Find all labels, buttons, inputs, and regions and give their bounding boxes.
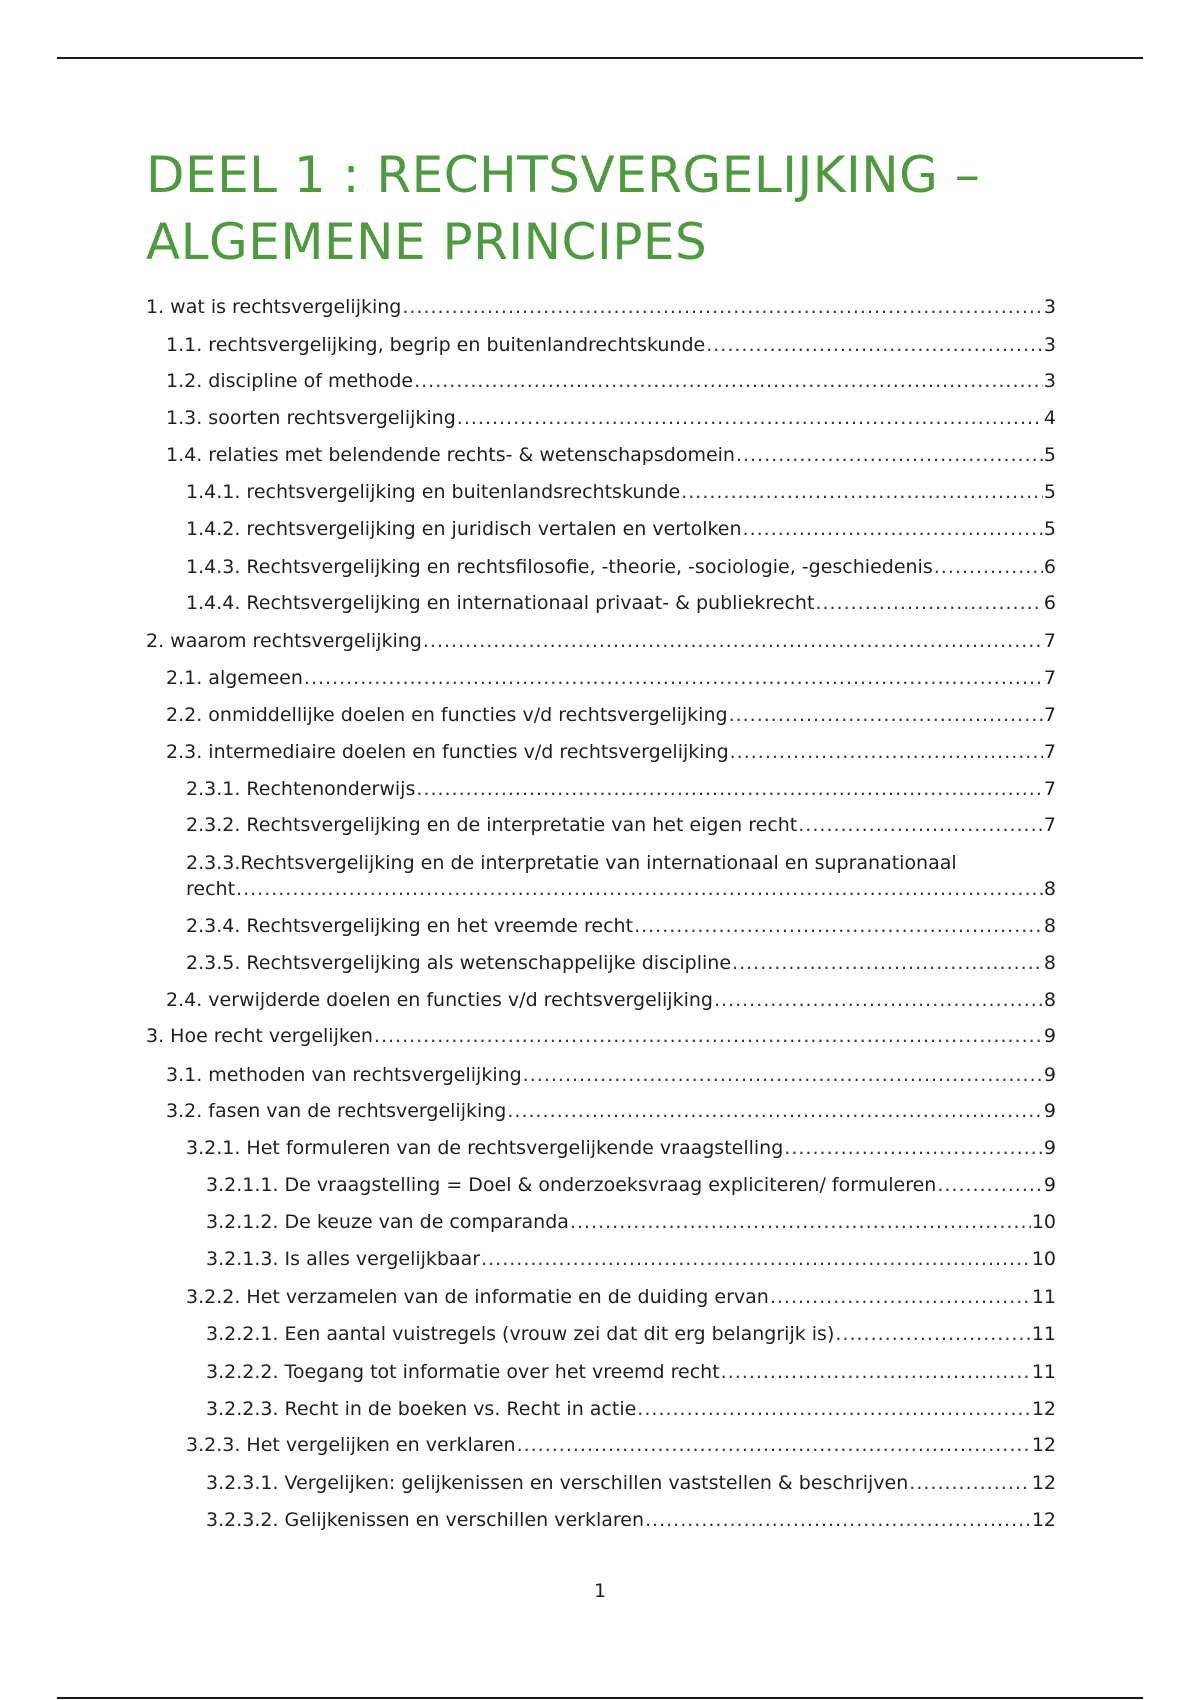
toc-entry-label: 3.2.2.1. Een aantal vuistregels (vrouw zei dat dit erg belangrijk is) — [206, 1323, 835, 1345]
toc-entry-page: 3 — [1043, 296, 1056, 318]
toc-entry-page: 3 — [1043, 370, 1056, 392]
toc-entry[interactable] — [186, 913, 1056, 939]
toc-entry[interactable] — [186, 516, 1056, 542]
toc-entry-page: 9 — [1043, 1174, 1056, 1196]
toc-entry[interactable] — [206, 1172, 1056, 1198]
toc-entry[interactable] — [166, 702, 1056, 728]
toc-entry[interactable] — [206, 1209, 1056, 1235]
toc-entry-label: 3.2.1.1. De vraagstelling = Doel & onderzoeksvraag expliciteren/ formuleren — [206, 1174, 937, 1196]
toc-entry-label: 1.4.3. Rechtsvergelijking en rechtsfilosofie, -theorie, -sociologie, -geschiedenis — [186, 556, 933, 578]
toc-entry-label: 2.3.3.Rechtsvergelijking en de interpretatie van internationaal en supranationaal — [186, 852, 957, 874]
toc-entry-label: 1. wat is rechtsvergelijking — [146, 296, 402, 318]
toc-entry-label-continued: recht — [186, 878, 236, 900]
toc-entry-page: 7 — [1043, 704, 1056, 726]
toc-entry-page: 7 — [1043, 630, 1056, 652]
toc-entry[interactable] — [206, 1470, 1056, 1496]
toc-entry-page: 4 — [1043, 407, 1056, 429]
toc-entry[interactable] — [186, 850, 1056, 902]
toc-entry-page: 5 — [1043, 444, 1056, 466]
toc-entry[interactable] — [206, 1396, 1056, 1422]
toc-entry-page: 7 — [1043, 778, 1056, 800]
toc-entry-page: 7 — [1043, 814, 1056, 836]
toc-entry[interactable] — [166, 1062, 1056, 1088]
title-line-1: DEEL 1 : RECHTSVERGELIJKING – — [146, 146, 981, 204]
toc-entry[interactable] — [186, 1284, 1056, 1310]
toc-entry-label: 3.1. methoden van rechtsvergelijking — [166, 1064, 522, 1086]
toc-entry-label: 3.2.1.3. Is alles vergelijkbaar — [206, 1248, 481, 1270]
toc-entry-page: 7 — [1043, 741, 1056, 763]
toc-entry[interactable] — [166, 665, 1056, 691]
toc-entry-label: 3.2.1. Het formuleren van de rechtsvergelijkende vraagstelling — [186, 1137, 784, 1159]
toc-entry-page: 10 — [1031, 1248, 1056, 1270]
toc-entry-label: 1.3. soorten rechtsvergelijking — [166, 407, 456, 429]
toc-entry[interactable] — [146, 628, 1056, 654]
toc-entry-page: 8 — [1043, 952, 1056, 974]
toc-entry[interactable] — [186, 1135, 1056, 1161]
toc-entry-label: 3.2. fasen van de rechtsvergelijking — [166, 1100, 507, 1122]
toc-entry[interactable] — [166, 332, 1056, 358]
toc-entry-page: 3 — [1043, 334, 1056, 356]
toc-entry-page: 8 — [1043, 989, 1056, 1011]
toc-entry[interactable] — [166, 405, 1056, 431]
toc-entry-page: 9 — [1043, 1137, 1056, 1159]
toc-entry-label: 1.4.4. Rechtsvergelijking en internationaal privaat- & publiekrecht — [186, 592, 815, 614]
toc-entry[interactable] — [186, 776, 1056, 802]
toc-entry[interactable] — [186, 554, 1056, 580]
title-line-2: ALGEMENE PRINCIPES — [146, 213, 708, 271]
toc-entry[interactable] — [166, 1098, 1056, 1124]
toc-entry[interactable] — [206, 1321, 1056, 1347]
toc-entry-label: 2.3.2. Rechtsvergelijking en de interpretatie van het eigen recht — [186, 814, 798, 836]
toc-entry-page: 11 — [1031, 1286, 1056, 1308]
toc-entry-label: 3.2.2.2. Toegang tot informatie over het vreemd recht — [206, 1361, 720, 1383]
toc-entry-page: 7 — [1043, 667, 1056, 689]
footer-rule — [57, 1697, 1143, 1699]
toc-entry-label: 3.2.3.2. Gelijkenissen en verschillen verklaren — [206, 1509, 645, 1531]
toc-entry-page: 11 — [1031, 1323, 1056, 1345]
toc-entry-page: 5 — [1043, 481, 1056, 503]
toc-entry-page: 10 — [1031, 1211, 1056, 1233]
page-number: 1 — [593, 1580, 607, 1602]
toc-entry[interactable] — [206, 1359, 1056, 1385]
toc-entry[interactable] — [206, 1507, 1056, 1533]
toc-entry-label: 2.3.4. Rechtsvergelijking en het vreemde recht — [186, 915, 634, 937]
toc-entry-page: 12 — [1031, 1472, 1056, 1494]
toc-entry-page: 12 — [1031, 1509, 1056, 1531]
toc-entry[interactable] — [166, 442, 1056, 468]
toc-entry-label: 2.3.5. Rechtsvergelijking als wetenschappelijke discipline — [186, 952, 732, 974]
toc-entry[interactable] — [186, 1432, 1056, 1458]
toc-entry-label: 2.1. algemeen — [166, 667, 303, 689]
toc-entry-label: 1.4. relaties met belendende rechts- & wetenschapsdomein — [166, 444, 735, 466]
toc-entry[interactable] — [146, 294, 1056, 320]
toc-entry-page: 9 — [1043, 1064, 1056, 1086]
toc-entry[interactable] — [186, 812, 1056, 838]
toc-entry-page: 6 — [1043, 592, 1056, 614]
toc-entry-page: 6 — [1043, 556, 1056, 578]
toc-entry-label: 1.4.2. rechtsvergelijking en juridisch vertalen en vertolken — [186, 518, 742, 540]
toc-entry-label: 2.3. intermediaire doelen en functies v/d rechtsvergelijking — [166, 741, 729, 763]
toc-entry-label: 3.2.2.3. Recht in de boeken vs. Recht in actie — [206, 1398, 637, 1420]
toc-entry-label: 3.2.3. Het vergelijken en verklaren — [186, 1434, 516, 1456]
toc-entry-page: 8 — [1043, 915, 1056, 937]
toc-entry-label: 3.2.2. Het verzamelen van de informatie en de duiding ervan — [186, 1286, 769, 1308]
toc-entry-label: 1.4.1. rechtsvergelijking en buitenlandsrechtskunde — [186, 481, 681, 503]
toc-entry[interactable] — [186, 479, 1056, 505]
toc-entry-label: 2.2. onmiddellijke doelen en functies v/d rechtsvergelijking — [166, 704, 728, 726]
toc-entry-page: 11 — [1031, 1361, 1056, 1383]
toc-entry-label: 3. Hoe recht vergelijken — [146, 1025, 373, 1047]
toc-entry[interactable] — [186, 590, 1056, 616]
toc-entry-label: 1.2. discipline of methode — [166, 370, 414, 392]
toc-entry-label: 1.1. rechtsvergelijking, begrip en buitenlandrechtskunde — [166, 334, 706, 356]
toc-entry[interactable] — [146, 1023, 1056, 1049]
toc-entry-page: 8 — [1043, 878, 1056, 900]
toc-entry-label: 2.3.1. Rechtenonderwijs — [186, 778, 416, 800]
toc-entry[interactable] — [206, 1246, 1056, 1272]
toc-entry[interactable] — [166, 987, 1056, 1013]
toc-entry-label: 2.4. verwijderde doelen en functies v/d rechtsvergelijking — [166, 989, 713, 1011]
toc-entry-label: 3.2.1.2. De keuze van de comparanda — [206, 1211, 569, 1233]
toc-entry-label: 3.2.3.1. Vergelijken: gelijkenissen en verschillen vaststellen & beschrijven — [206, 1472, 909, 1494]
toc-entry-page: 5 — [1043, 518, 1056, 540]
toc-entry-page: 12 — [1031, 1434, 1056, 1456]
toc-entry[interactable] — [166, 368, 1056, 394]
toc-entry-page: 9 — [1043, 1100, 1056, 1122]
toc-entry-page: 9 — [1043, 1025, 1056, 1047]
toc-entry[interactable] — [166, 739, 1056, 765]
toc-entry[interactable] — [186, 950, 1056, 976]
toc-entry-label: 2. waarom rechtsvergelijking — [146, 630, 422, 652]
toc-entry-page: 12 — [1031, 1398, 1056, 1420]
